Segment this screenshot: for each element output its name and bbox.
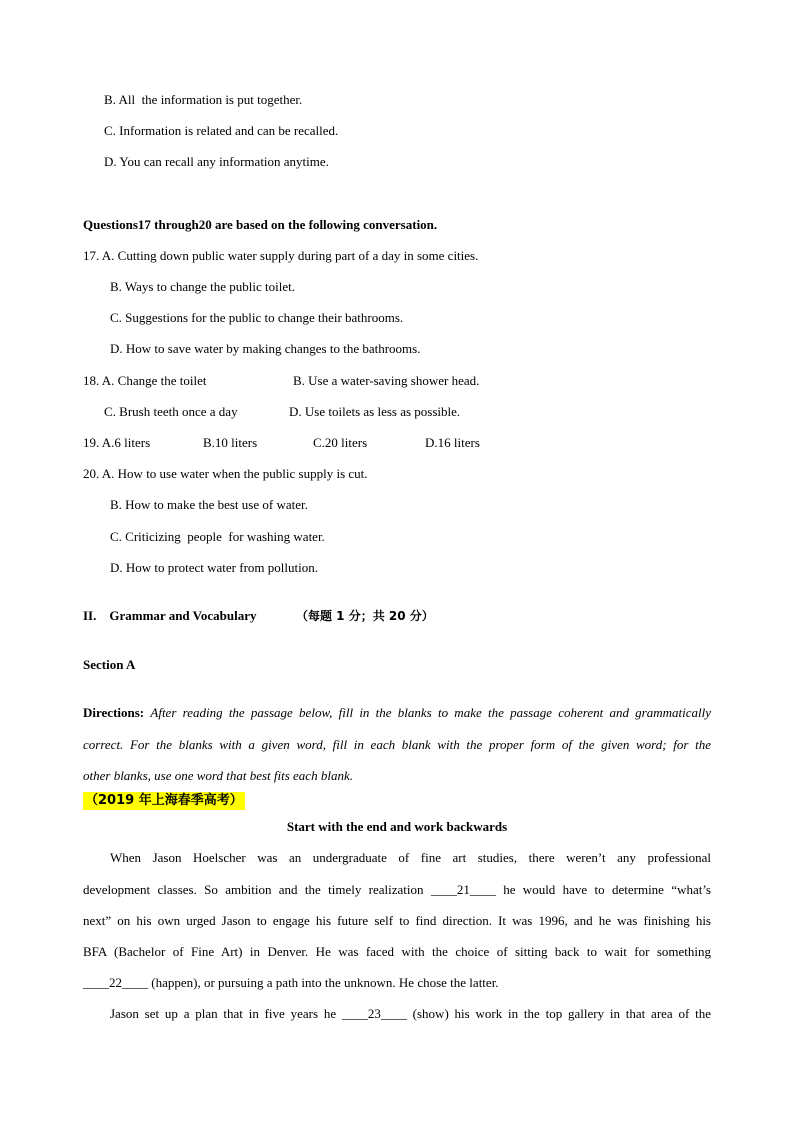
directions-line-1 xyxy=(83,705,711,721)
q17-option-b: B. Ways to change the public toilet. xyxy=(110,279,296,294)
q16-option-d: D. You can recall any information anytime. xyxy=(104,154,329,169)
q18-option-c: C. Brush teeth once a day xyxy=(104,404,238,419)
q17-option-c: C. Suggestions for the public to change their bathrooms. xyxy=(110,310,404,325)
q17-option-a: 17. A. Cutting down public water supply during part of a day in some cities. xyxy=(83,248,479,263)
q20-option-d: D. How to protect water from pollution. xyxy=(110,560,318,575)
passage-line-6: Jason set up a plan that in five years he ____23____ (show) his work in the top gallery in that area of the xyxy=(110,1006,711,1021)
passage-line-1: When Jason Hoelscher was an undergraduate of fine art studies, there weren’t any professional xyxy=(110,850,711,865)
part2-score: （每题 1 分；共 20 分） xyxy=(296,609,434,623)
q19-option-b: B.10 liters xyxy=(203,435,258,450)
directions-text-1: After reading the passage below, fill in the blanks to make the passage coherent and grammatically xyxy=(150,705,712,720)
directions-line-2: correct. For the blanks with a given word, fill in each blank with the proper form of the given word; for the xyxy=(83,737,711,752)
q18-option-b: B. Use a water-saving shower head. xyxy=(293,373,480,388)
q18-option-a: 18. A. Change the toilet xyxy=(83,373,207,388)
q18-option-d: D. Use toilets as less as possible. xyxy=(289,404,461,419)
part2-heading: II. Grammar and Vocabulary xyxy=(83,608,257,623)
q16-option-c: C. Information is related and can be recalled. xyxy=(104,123,339,138)
directions-label: Directions: xyxy=(83,705,145,720)
source-tag: （2019 年上海春季高考） xyxy=(85,793,243,808)
conversation-heading: Questions17 through20 are based on the following conversation. xyxy=(83,217,438,232)
q20-option-a: 20. A. How to use water when the public supply is cut. xyxy=(83,466,368,481)
passage-line-2: development classes. So ambition and the timely realization ____21____ he would have to determine “what’s xyxy=(83,882,711,897)
passage-line-4: BFA (Bachelor of Fine Art) in Denver. He was faced with the choice of sitting back to wait for something xyxy=(83,944,711,959)
q19-option-d: D.16 liters xyxy=(425,435,480,450)
q19-option-c: C.20 liters xyxy=(313,435,368,450)
q17-option-d: D. How to save water by making changes to the bathrooms. xyxy=(110,341,421,356)
q20-option-c: C. Criticizing people for washing water. xyxy=(110,529,325,544)
passage-line-3: next” on his own urged Jason to engage his future self to find direction. It was 1996, and he was finishing his xyxy=(83,913,711,928)
section-a-heading: Section A xyxy=(83,657,136,672)
passage-line-5: ____22____ (happen), or pursuing a path into the unknown. He chose the latter. xyxy=(83,975,499,990)
directions-line-3: other blanks, use one word that best fits each blank. xyxy=(83,768,353,783)
q19-option-a: 19. A.6 liters xyxy=(83,435,151,450)
q16-option-b: B. All the information is put together. xyxy=(104,92,303,107)
passage-title: Start with the end and work backwards xyxy=(286,819,508,834)
q20-option-b: B. How to make the best use of water. xyxy=(110,497,308,512)
